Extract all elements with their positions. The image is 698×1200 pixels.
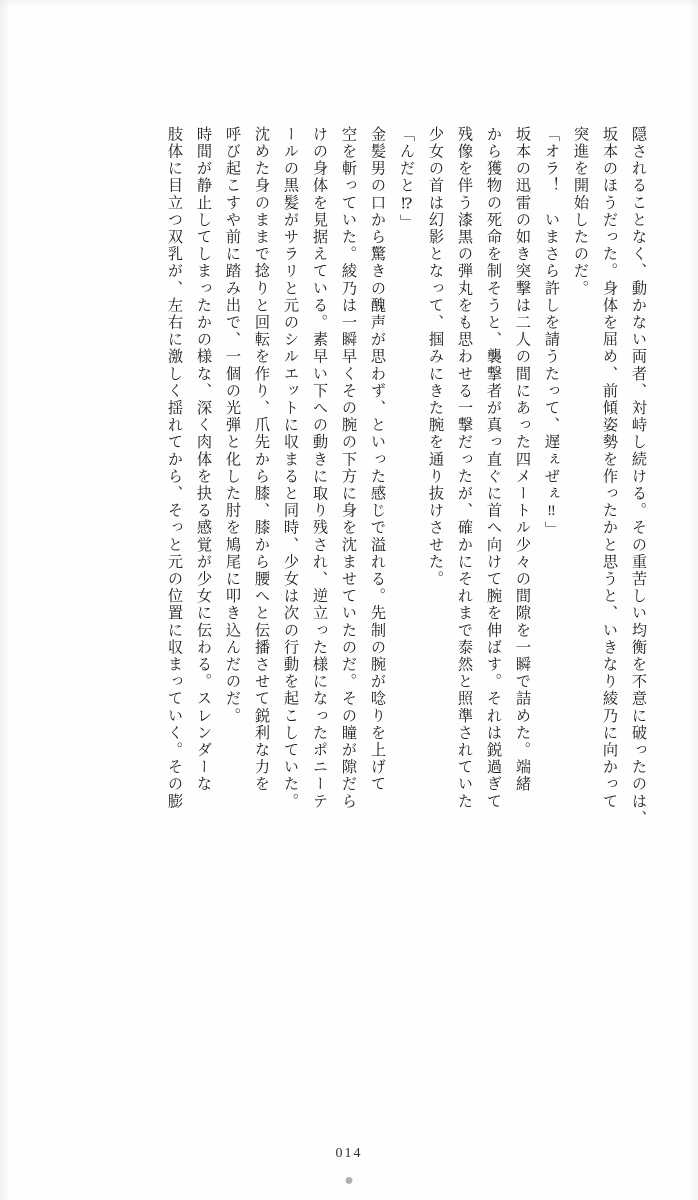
- text-column: 空を斬っていた。綾乃は一瞬早くその腕の下方に身を沈ませていたのだ。その瞳が隙だら: [340, 126, 357, 810]
- text-column: 少女の首は幻影となって、掴みにきた腕を通り抜けさせた。: [427, 126, 444, 588]
- text-column: 肢体に目立つ双乳が、左右に激しく揺れてから、そっと元の位置に収まっていく。その膨: [166, 126, 183, 810]
- page-edge-shading-left: [0, 0, 10, 1200]
- text-column: 「んだと⁉」: [398, 126, 415, 232]
- vertical-text-block: [52, 126, 646, 1076]
- text-column: けの身体を見据えている。素早い下への動きに取り残され、逆立った様になったポニーテ: [311, 126, 328, 810]
- text-column: ールの黒髪がサラリと元のシルエットに収まると同時、少女は次の行動を起こしていた。: [282, 126, 299, 810]
- text-column: から獲物の死命を制そうと、襲撃者が真っ直ぐに首へ向けて腕を伸ばす。それは鋭過ぎて: [485, 126, 502, 810]
- text-column: 「オラ！ いまさら許しを請うたって、遅ぇぜぇ‼」: [543, 126, 560, 539]
- text-column: 呼び起こすや前に踏み出で、一個の光弾と化した肘を鳩尾に叩き込んだのだ。: [224, 126, 241, 725]
- page-edge-shading-top: [0, 0, 698, 8]
- text-column: 隠されることなく、動かない両者、対峙し続ける。その重苦しい均衡を不意に破ったのは、: [630, 126, 647, 828]
- page-number: 014: [335, 1146, 363, 1161]
- text-column: 金髪男の口から驚きの醜声が思わず、といった感じで溢れる。先制の腕が唸りを上げて: [369, 126, 386, 793]
- text-column: 坂本のほうだった。身体を屈め、前傾姿勢を作ったかと思うと、いきなり綾乃に向かって: [601, 126, 618, 810]
- text-column: 坂本の迅雷の如き突撃は二人の間にあった四メートル少々の間隙を一瞬で詰めた。端緒: [514, 126, 531, 793]
- text-column: 時間が静止してしまったかの様な、深く肉体を抉る感覚が少女に伝わる。スレンダーな: [195, 126, 212, 793]
- text-column: 残像を伴う漆黒の弾丸をも思わせる一撃だったが、確かにそれまで泰然と照準されていた: [456, 126, 473, 810]
- page-edge-shading-right: [688, 0, 698, 1200]
- text-column: 沈めた身のままで捻りと回転を作り、爪先から膝、膝から腰へと伝播させて鋭利な力を: [253, 126, 270, 793]
- text-column: 突進を開始したのだ。: [572, 126, 589, 297]
- footer-dot-ornament: [346, 1177, 353, 1184]
